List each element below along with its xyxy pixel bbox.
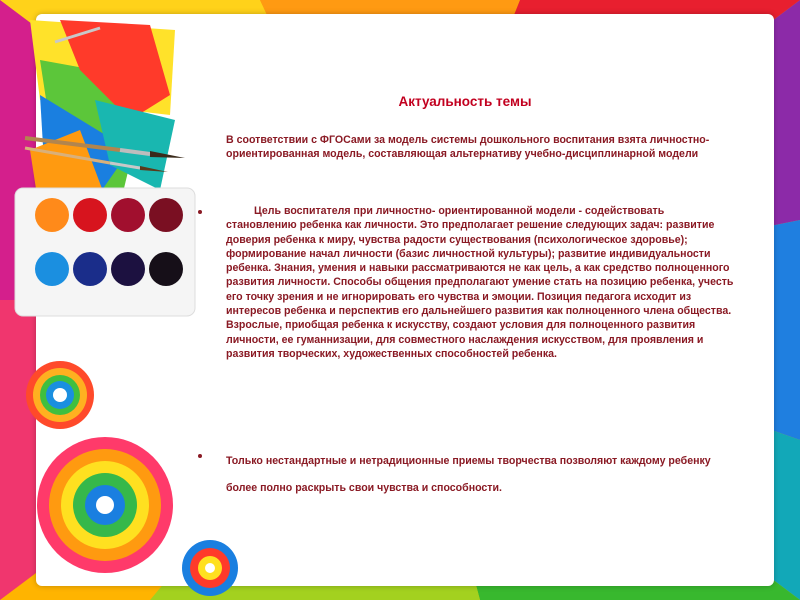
- slide-title: Актуальность темы: [398, 94, 532, 109]
- paragraph-goal-text: Цель воспитателя при личностно- ориентированной модели - содействовать становлению ребенка как личности. Это предполагает решение следующих задач: развитие доверия ребенка к миру, чувства радости существования (психологическое здоровье); формирование начал личности (базис личностной культуры); развитие индивидуальности ребенка. Знания, умения и навыки рассматриваются не как цель, а как средство полноценного развития личности. Способы общения предполагают умение стать на позицию ребенка, учесть его точку зрения и не игнорировать его чувства и эмоции. Позиция педагога исходит из интересов ребенка и перспектив его дальнейшего развития как полноценного члена общества. Взрослые, приобщая ребенка к искусству, создают условия для полноценного развития личности, ее гуманнизации, для совместного наслаждения искусством, для проявления и развития творческих, художественных способностей ребенка.: [226, 205, 734, 360]
- paragraph-intro: В соответствии с ФГОСами за модель системы дошкольного воспитания взята личностно-ориентированная модель, составляющая альтернативу учебно-дисциплинарной модели: [226, 134, 710, 161]
- paint-well: [111, 198, 145, 232]
- bullet-dot: [198, 454, 202, 458]
- paint-well: [149, 198, 183, 232]
- paint-well: [73, 252, 107, 286]
- paint-well: [73, 198, 107, 232]
- paragraph-conclusion: Только нестандартные и нетрадиционные приемы творчества позволяют каждому ребенку более полно раскрыть свои чувства и способности.: [226, 455, 711, 494]
- flower-3: [182, 540, 238, 596]
- paragraph-goal: [226, 204, 736, 361]
- flower-1: [26, 361, 94, 429]
- flower-2: [37, 437, 173, 573]
- left-illustration: [0, 0, 260, 600]
- bullet-dot: [198, 210, 202, 214]
- paint-well: [35, 198, 69, 232]
- paint-well: [111, 252, 145, 286]
- paint-well: [35, 252, 69, 286]
- paint-well: [149, 252, 183, 286]
